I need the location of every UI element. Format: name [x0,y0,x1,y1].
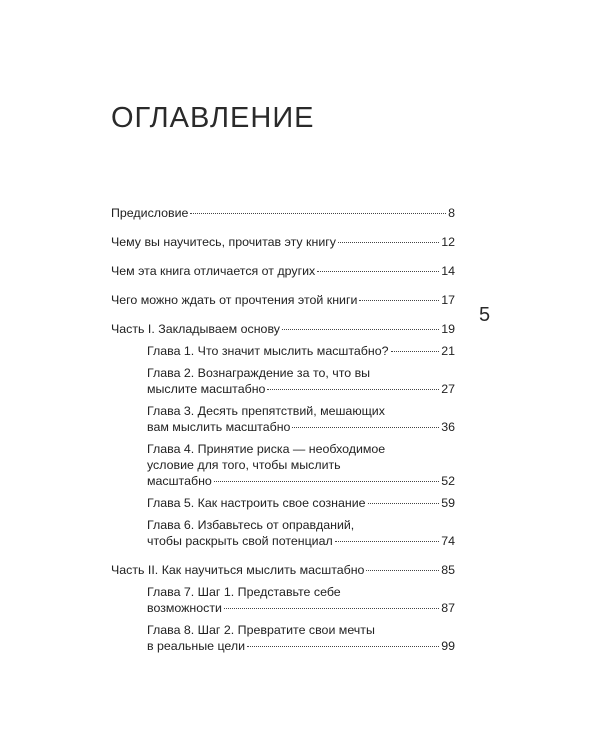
leader-dots [282,329,439,330]
toc-chapter[interactable] [147,584,455,616]
toc-chapter[interactable] [147,403,455,435]
leader-dots [247,646,439,647]
toc-page: 74 [441,534,455,548]
toc-entry-title: Чего можно ждать от прочтения этой книги [111,293,358,307]
toc-entry-title: Предисловие [111,206,189,220]
toc-entry-title: Глава 7. Шаг 1. Представьте себе [147,585,341,599]
toc-entry-title: Чем эта книга отличается от других [111,264,316,278]
leader-dots [317,271,439,272]
toc-page: 19 [441,322,455,336]
toc-chapter[interactable] [147,622,455,654]
leader-dots [214,481,439,482]
toc-entry-title: чтобы раскрыть свой потенциал [147,534,333,548]
toc-page: 36 [441,420,455,434]
toc-entry-title: Глава 4. Принятие риска — необходимое [147,442,386,456]
toc-entry-title: масштабно [147,474,212,488]
leader-dots [335,541,439,542]
toc-entry-title: Глава 5. Как настроить свое сознание [147,496,366,510]
toc-page: 99 [441,639,455,653]
toc-chapter[interactable] [147,495,455,511]
toc-page: 12 [441,235,455,249]
leader-dots [190,213,446,214]
toc-chapter[interactable] [147,441,455,489]
toc-page: 21 [441,344,455,358]
toc-entry-title: Глава 8. Шаг 2. Превратите свои мечты [147,623,375,637]
toc-chapter[interactable] [147,343,455,359]
toc-page: 52 [441,474,455,488]
toc-entry[interactable] [111,205,455,221]
toc-page: 14 [441,264,455,278]
toc-part[interactable] [111,321,455,337]
toc-entry-title: мыслите масштабно [147,382,266,396]
toc-entry[interactable] [111,234,455,250]
leader-dots [391,351,440,352]
toc-entry-title: Часть I. Закладываем основу [111,322,280,336]
toc-entry-title: Чему вы научитесь, прочитав эту книгу [111,235,336,249]
toc-page: 27 [441,382,455,396]
toc-entry-title: условие для того, чтобы мыслить [147,458,341,472]
toc-entry[interactable] [111,263,455,279]
toc-part[interactable] [111,562,455,578]
leader-dots [366,570,439,571]
toc-entry-title: Глава 3. Десять препятствий, мешающих [147,404,385,418]
toc-page: 59 [441,496,455,510]
toc-entry-title: Глава 6. Избавьтесь от оправданий, [147,518,355,532]
toc-entry-title: Часть II. Как научиться мыслить масштабно [111,563,365,577]
toc-page: 17 [441,293,455,307]
page-title: ОГЛАВЛЕНИЕ [111,102,315,134]
leader-dots [359,300,439,301]
table-of-contents [111,205,455,654]
toc-entry-title: Глава 2. Вознаграждение за то, что вы [147,366,371,380]
toc-entry-title: вам мыслить масштабно [147,420,291,434]
toc-page: 87 [441,601,455,615]
leader-dots [338,242,439,243]
leader-dots [267,389,439,390]
toc-page: 85 [441,563,455,577]
leader-dots [292,427,439,428]
page-number: 5 [479,304,491,326]
toc-chapter[interactable] [147,365,455,397]
toc-entry[interactable] [111,292,455,308]
toc-entry-title: в реальные цели [147,639,246,653]
toc-entry-title: Глава 1. Что значит мыслить масштабно? [147,344,389,358]
toc-chapter[interactable] [147,517,455,549]
toc-page: 8 [448,206,455,220]
toc-entry-title: возможности [147,601,222,615]
leader-dots [368,503,440,504]
leader-dots [224,608,439,609]
